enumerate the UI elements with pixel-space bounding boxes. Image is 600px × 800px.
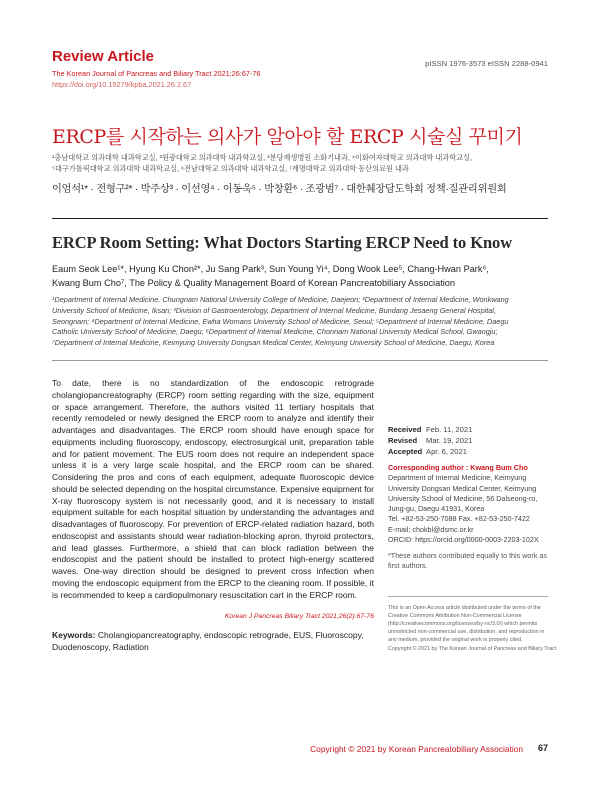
revised-date: Mar. 19, 2021 xyxy=(426,436,473,445)
journal-copyright: Copyright © 2021 by The Korean Journal of Pancreas and Biliary Tract xyxy=(388,646,557,652)
corresponding-author-heading xyxy=(388,463,550,473)
english-affiliations xyxy=(52,295,552,349)
affiliation-line: ¹Department of Internal Medicine, Chungnam National University College of Medicine, Daejeon; ²Department of Internal Medicine, Wonkwang xyxy=(52,295,509,304)
received-row xyxy=(388,424,472,435)
author-line: Kwang Bum Cho⁷, The Policy & Quality Management Board of Korean Pancreatobiliary Association xyxy=(52,278,456,288)
article-type-label: Review Article xyxy=(52,48,154,65)
sidebar-divider xyxy=(388,596,548,597)
received-date: Feb. 11, 2021 xyxy=(426,425,473,434)
korean-title: ERCP를 시작하는 의사가 알아야 할 ERCP 시술실 꾸미기 xyxy=(52,126,523,148)
corr-orcid[interactable]: ORCID: https://orcid.org/0000-0003-2203-102X xyxy=(388,535,539,545)
korean-affiliation-line: ⁵대구가톨릭대학교 의과대학 내과학교실, ⁶전남대학교 의과대학 내과학교실, ⁷계명대학교 의과대학 동산의료원 내과 xyxy=(52,164,409,173)
received-label: Received xyxy=(388,425,422,434)
article-dates xyxy=(388,424,472,457)
accepted-label: Accepted xyxy=(388,447,423,456)
korean-affiliation-line: ¹충남대학교 의과대학 내과학교실, ²원광대학교 의과대학 내과학교실, ³분당제생병원 소화기내과, ⁴이화여자대학교 의과대학 내과학교실, xyxy=(52,153,473,162)
footer-copyright: Copyright © 2021 by Korean Pancreatobiliary Association xyxy=(310,744,523,754)
issn-label: pISSN 1976-3573 eISSN 2288-0941 xyxy=(425,59,548,68)
author-line: Eaum Seok Lee¹*, Hyung Ku Chon²*, Ju Sang Park³, Sun Young Yi⁴, Dong Wook Lee⁵, Chang-Hwan Park⁶, xyxy=(52,264,489,274)
korean-affiliations xyxy=(52,152,552,174)
keywords-label: Keywords: xyxy=(52,630,96,640)
corresponding-author xyxy=(388,463,550,545)
corr-email[interactable]: E-mail; chokbl@dsmc.or.kr xyxy=(388,524,474,534)
english-title: ERCP Room Setting: What Doctors Starting ERCP Need to Know xyxy=(52,233,513,252)
abstract-citation: Korean J Pancreas Biliary Tract 2021;26(2):67-76 xyxy=(224,613,374,620)
corr-address: Jung-gu, Daegu 41931, Korea xyxy=(388,504,485,514)
corresponding-author-label: Corresponding author : xyxy=(388,463,469,472)
doi-link[interactable]: https://doi.org/10.15279/kpba.2021.26.2.67 xyxy=(52,80,192,89)
revised-label: Revised xyxy=(388,436,418,445)
affiliation-line: University School of Medicine, Iksan; ³Division of Gastroenterology, Department of Internal Medicine, Bundang Jesaeng General Hospital, xyxy=(52,305,496,315)
korean-authors: 이엄석¹* · 전형구²* · 박주상³ · 이선영⁴ · 이동욱⁵ · 박창환⁶ · 조광범⁷ · 대한췌장담도학회 정책·질관리위원회 xyxy=(52,184,507,195)
equal-contribution-note: *These authors contributed equally to this work as first authors. xyxy=(388,551,548,571)
affiliation-line: Catholic University School of Medicine, Daegu; ⁶Department of Internal Medicine, Chonnam National University Medical School, Gwangju; xyxy=(52,327,498,337)
license-text: This is an Open Access article distributed under the terms of the Creative Commons Attribution Non-Commercial License (http://creativecommons.org/licenses/by-nc/3.0/) which permits unrestricted non-commercial use, distribution, and reproduction in any medium, provided the original work is properly cited. xyxy=(388,605,545,643)
corr-school: University School of Medicine, 56 Dalseong-ro, xyxy=(388,493,538,503)
affiliation-line: Seongnam; ⁴Department of Internal Medicine, Ewha Womans University School of Medicine, Seoul; ⁵Department of Internal Medicine, Daegu xyxy=(52,316,509,326)
corr-department: Department of Internal Medicine, Keimyung xyxy=(388,473,527,483)
journal-citation-header: The Korean Journal of Pancreas and Biliary Tract 2021;26:67-76 xyxy=(52,69,261,78)
corr-phone-fax: Tel. +82-53-250-7088 Fax. +82-53-250-7422 xyxy=(388,514,530,524)
corr-center: University Dongsan Medical Center, Keimyung xyxy=(388,483,537,493)
corresponding-author-name: Kwang Bum Cho xyxy=(470,463,528,472)
accepted-row xyxy=(388,446,472,457)
title-divider xyxy=(52,218,548,219)
abstract-text: To date, there is no standardization of the endoscopic retrograde cholangiopancreatography (ERCP) room setting regarding with the size, equipment or space arrangement. Therefore, the authors visited 11 tertiary hospitals that recently remodeled or newly designed the ERCP room to analyze and identify their advantages and disadvantages. The ERCP room should have enough space for equipments including fluoroscopy, endoscopy, electrosurgical unit, preparation table and for patient movement. The EUS room does not require an independent space unless it is a very large scale hospital, and the ERCP room can be shared. Considering the pros and cons of each equipment, adequate fluoroscopic device should be selected depending on the hospital circumstance. Expensive equipment for X-ray fluoroscopy system is not necessarily good, and it is necessary to install equipment suitable for each hospital situation by understanding the advantages and disadvantages of fluoroscopy. For prevention of ERCP-related radiation hazard, both endoscopist and assistants should wear radiation-blocking apron, thyroid protectors, and lead glasses. Furthermore, a shield that can block radiation between the endoscopist and the patient should be installed to protect high-energy scattered waves. One-way direction should be designed to prevent cross infection when moving the endoscopic equipment from the ERCP to the cleaning room. If possible, it is recommended to keep a cardiopulmonary resuscitation cart in the ERCP room. xyxy=(52,378,374,600)
accepted-date: Apr. 6, 2021 xyxy=(426,447,467,456)
keywords xyxy=(52,630,374,654)
section-divider xyxy=(52,360,548,361)
page-number: 67 xyxy=(537,743,548,753)
revised-row xyxy=(388,435,472,446)
english-authors xyxy=(52,262,552,290)
keywords-list: Cholangiopancreatography, endoscopic retrograde, EUS, Fluoroscopy, Duodenoscopy, Radiation xyxy=(52,630,364,652)
affiliation-line: ⁷Department of Internal Medicine, Keimyung University Dongsan Medical Center, Keimyung University School of Medicine, Daegu, Korea xyxy=(52,338,495,348)
